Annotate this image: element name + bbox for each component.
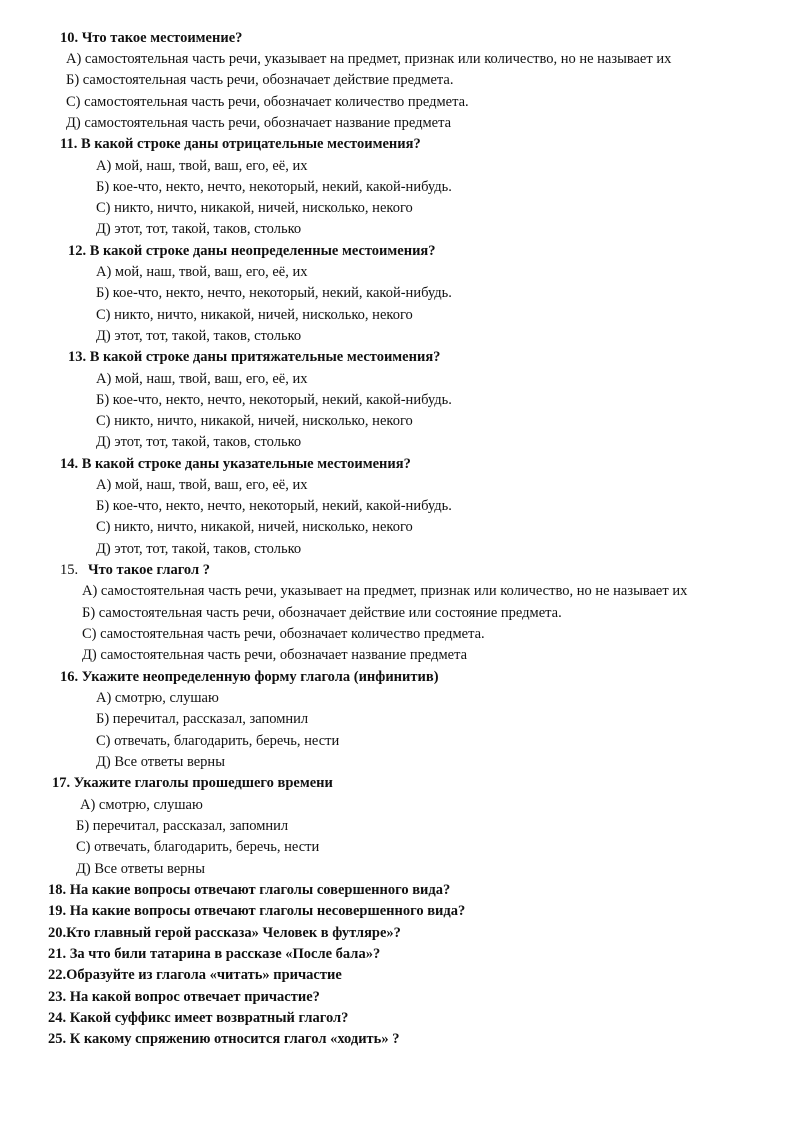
- answer-option: А) самостоятельная часть речи, указывает на предмет, признак или количество, но не называет их: [66, 51, 672, 67]
- question-title: 21. За что били татарина в рассказе «После бала»?: [48, 946, 381, 962]
- question-title: 25. К какому спряжению относится глагол «ходить» ?: [48, 1031, 400, 1047]
- answer-option: Д) самостоятельная часть речи, обозначает название предмета: [82, 647, 468, 663]
- answer-option: Д) Все ответы верны: [96, 754, 225, 770]
- question-title: 16. Укажите неопределенную форму глагола (инфинитив): [60, 669, 439, 685]
- question-title: 13. В какой строке даны притяжательные местоимения?: [68, 349, 441, 365]
- question-title: 23. На какой вопрос отвечает причастие?: [48, 989, 320, 1005]
- answer-option: Д) Все ответы верны: [76, 861, 205, 877]
- answer-option: Б) самостоятельная часть речи, обозначает действие или состояние предмета.: [82, 605, 562, 621]
- answer-option: Б) перечитал, рассказал, запомнил: [76, 818, 289, 834]
- answer-option: Д) этот, тот, такой, таков, столько: [96, 541, 302, 557]
- answer-option: Б) самостоятельная часть речи, обозначает действие предмета.: [66, 72, 454, 88]
- answer-option: Д) самостоятельная часть речи, обозначает название предмета: [66, 115, 452, 131]
- answer-option: С) отвечать, благодарить, беречь, нести: [96, 733, 340, 749]
- question-title: 17. Укажите глаголы прошедшего времени: [52, 775, 333, 791]
- answer-option: Б) кое-что, некто, нечто, некоторый, некий, какой-нибудь.: [96, 392, 452, 408]
- question-title: 18. На какие вопросы отвечают глаголы совершенного вида?: [48, 882, 451, 898]
- question-title: 12. В какой строке даны неопределенные местоимения?: [68, 243, 436, 259]
- question-title: 11. В какой строке даны отрицательные местоимения?: [60, 136, 421, 152]
- answer-option: А) мой, наш, твой, ваш, его, её, их: [96, 371, 308, 387]
- question-title: 20.Кто главный герой рассказа» Человек в футляре»?: [48, 925, 401, 941]
- answer-option: С) никто, ничто, никакой, ничей, нисколько, некого: [96, 307, 413, 323]
- answer-option: Б) кое-что, некто, нечто, некоторый, некий, какой-нибудь.: [96, 179, 452, 195]
- question-title: 24. Какой суффикс имеет возвратный глагол?: [48, 1010, 349, 1026]
- question-title: 19. На какие вопросы отвечают глаголы несовершенного вида?: [48, 903, 466, 919]
- answer-option: А) мой, наш, твой, ваш, его, её, их: [96, 477, 308, 493]
- answer-option: С) никто, ничто, никакой, ничей, нисколько, некого: [96, 413, 413, 429]
- answer-option: А) мой, наш, твой, ваш, его, её, их: [96, 264, 308, 280]
- answer-option: С) самостоятельная часть речи, обозначает количество предмета.: [82, 626, 485, 642]
- answer-option: Д) этот, тот, такой, таков, столько: [96, 221, 302, 237]
- answer-option: А) мой, наш, твой, ваш, его, её, их: [96, 158, 308, 174]
- answer-option: Б) кое-что, некто, нечто, некоторый, некий, какой-нибудь.: [96, 285, 452, 301]
- answer-option: А) смотрю, слушаю: [80, 797, 203, 813]
- answer-option: Б) перечитал, рассказал, запомнил: [96, 711, 309, 727]
- question-title: 22.Образуйте из глагола «читать» причастие: [48, 967, 342, 983]
- answer-option: Б) кое-что, некто, нечто, некоторый, некий, какой-нибудь.: [96, 498, 452, 514]
- question-title: 14. В какой строке даны указательные местоимения?: [60, 456, 411, 472]
- question-number: 15.: [60, 562, 79, 578]
- answer-option: С) отвечать, благодарить, беречь, нести: [76, 839, 320, 855]
- answer-option: С) самостоятельная часть речи, обозначает количество предмета.: [66, 94, 469, 110]
- answer-option: С) никто, ничто, никакой, ничей, нисколько, некого: [96, 519, 413, 535]
- answer-option: А) смотрю, слушаю: [96, 690, 219, 706]
- answer-option: Д) этот, тот, такой, таков, столько: [96, 434, 302, 450]
- answer-option: С) никто, ничто, никакой, ничей, нисколько, некого: [96, 200, 413, 216]
- question-title: 10. Что такое местоимение?: [60, 30, 243, 46]
- question-title: Что такое глагол ?: [88, 562, 210, 578]
- answer-option: Д) этот, тот, такой, таков, столько: [96, 328, 302, 344]
- answer-option: А) самостоятельная часть речи, указывает на предмет, признак или количество, но не называет их: [82, 583, 688, 599]
